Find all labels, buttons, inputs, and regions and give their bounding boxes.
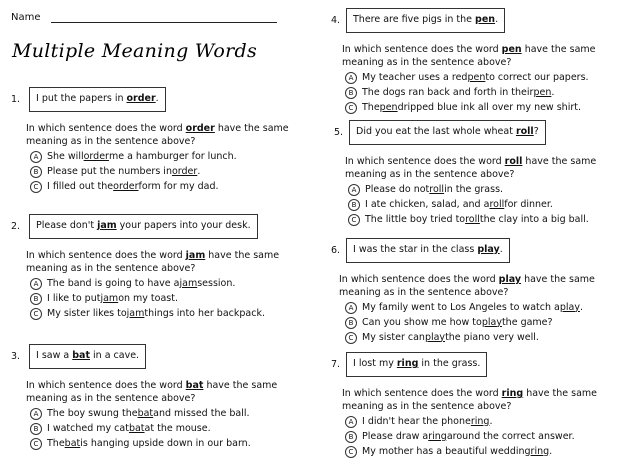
bubble-b-icon[interactable]: B [345,431,357,443]
question-prompt: In which sentence does the word bat have the same meaning as in the sentence above? [26,380,278,404]
bubble-c-icon[interactable]: C [345,446,357,458]
answer-option-c[interactable]: C I filled out the order form for my dad. [30,181,289,194]
keyword: roll [515,126,534,137]
target-sentence-box: Did you eat the last whole wheat roll? [349,120,546,145]
bubble-c-icon[interactable]: C [30,308,42,320]
answer-option-c[interactable]: C My mother has a beautiful wedding ring . [345,446,597,459]
bubble-b-icon[interactable]: B [30,423,42,435]
keyword: ring [396,358,419,369]
answer-option-c[interactable]: C The little boy tried to roll the clay into a big ball. [348,214,596,227]
name-label: Name [11,12,41,23]
question-number: 6. [331,245,341,256]
bubble-b-icon[interactable]: B [30,293,42,305]
question-prompt: In which sentence does the word play have the same meaning as in the sentence above? [339,274,595,298]
answer-option-a[interactable]: A My family went to Los Angeles to watch a play . [345,302,595,315]
keyword: pen [475,14,496,25]
question-number: 7. [331,359,341,370]
bubble-b-icon[interactable]: B [345,317,357,329]
answer-option-b[interactable]: B Please put the numbers in order . [30,166,289,179]
name-field-row [11,12,277,23]
answer-option-c[interactable]: C My sister can play the piano very well. [345,332,595,345]
bubble-c-icon[interactable]: C [30,181,42,193]
question-prompt: In which sentence does the word order have the same meaning as in the sentence above? [26,123,289,147]
question-5 [334,120,596,226]
answer-option-a[interactable]: A The band is going to have a jam session. [30,278,279,291]
bubble-c-icon[interactable]: C [30,438,42,450]
answer-option-b[interactable]: B I ate chicken, salad, and a roll for dinner. [348,199,596,212]
bubble-a-icon[interactable]: A [345,72,357,84]
bubble-a-icon[interactable]: A [30,278,42,290]
question-prompt: In which sentence does the word jam have the same meaning as in the sentence above? [26,250,280,274]
keyword: bat [72,350,90,361]
keyword: order [126,93,156,104]
question-number: 4. [331,15,341,26]
question-prompt: In which sentence does the word roll have the same meaning as in the sentence above? [345,156,597,180]
keyword: play [477,244,500,255]
worksheet-title: Multiple Meaning Words [12,40,258,62]
bubble-a-icon[interactable]: A [30,151,42,163]
target-sentence-box: Please don't jam your papers into your desk. [29,214,258,239]
target-sentence-box: I was the star in the class play. [346,238,510,263]
answer-option-a[interactable]: A Please do not roll in the grass. [348,184,596,197]
target-sentence-box: I lost my ring in the grass. [346,352,487,377]
target-sentence-box: There are five pigs in the pen. [346,8,505,33]
question-2 [11,214,279,320]
bubble-b-icon[interactable]: B [30,166,42,178]
answer-option-c[interactable]: C The bat is hanging upside down in our barn. [30,438,277,451]
answer-option-a[interactable]: A I didn't hear the phone ring . [345,416,597,429]
answer-option-a[interactable]: A My teacher uses a red pen to correct our papers. [345,72,596,85]
question-prompt: In which sentence does the word ring have the same meaning as in the sentence above? [342,388,598,412]
question-6 [331,238,595,344]
answer-option-a[interactable]: A She will order me a hamburger for lunch. [30,151,289,164]
answer-option-c[interactable]: C My sister likes to jam things into her backpack. [30,308,279,321]
question-number: 3. [11,351,21,362]
target-sentence-box: I saw a bat in a cave. [29,344,146,369]
bubble-a-icon[interactable]: A [30,408,42,420]
question-number: 2. [11,221,21,232]
question-4 [331,8,596,114]
question-1 [11,87,289,193]
question-7 [331,352,597,458]
question-3 [11,344,277,450]
answer-option-b[interactable]: B I like to put jam on my toast. [30,293,279,306]
bubble-a-icon[interactable]: A [345,302,357,314]
keyword: jam [97,220,117,231]
answer-option-c[interactable]: C The pen dripped blue ink all over my new shirt. [345,102,596,115]
question-prompt: In which sentence does the word pen have the same meaning as in the sentence above? [342,44,596,68]
bubble-c-icon[interactable]: C [348,214,360,226]
answer-option-a[interactable]: A The boy swung the bat and missed the ball. [30,408,277,421]
bubble-c-icon[interactable]: C [345,332,357,344]
answer-option-b[interactable]: B The dogs ran back and forth in their pen . [345,87,596,100]
answer-option-b[interactable]: B I watched my cat bat at the mouse. [30,423,277,436]
name-blank-line[interactable] [51,13,277,23]
question-number: 1. [11,94,21,105]
answer-option-b[interactable]: B Please draw a ring around the correct answer. [345,431,597,444]
target-sentence-box: I put the papers in order. [29,87,166,112]
bubble-a-icon[interactable]: A [345,416,357,428]
question-number: 5. [334,127,344,138]
bubble-b-icon[interactable]: B [345,87,357,99]
bubble-a-icon[interactable]: A [348,184,360,196]
bubble-c-icon[interactable]: C [345,102,357,114]
answer-option-b[interactable]: B Can you show me how to play the game? [345,317,595,330]
bubble-b-icon[interactable]: B [348,199,360,211]
